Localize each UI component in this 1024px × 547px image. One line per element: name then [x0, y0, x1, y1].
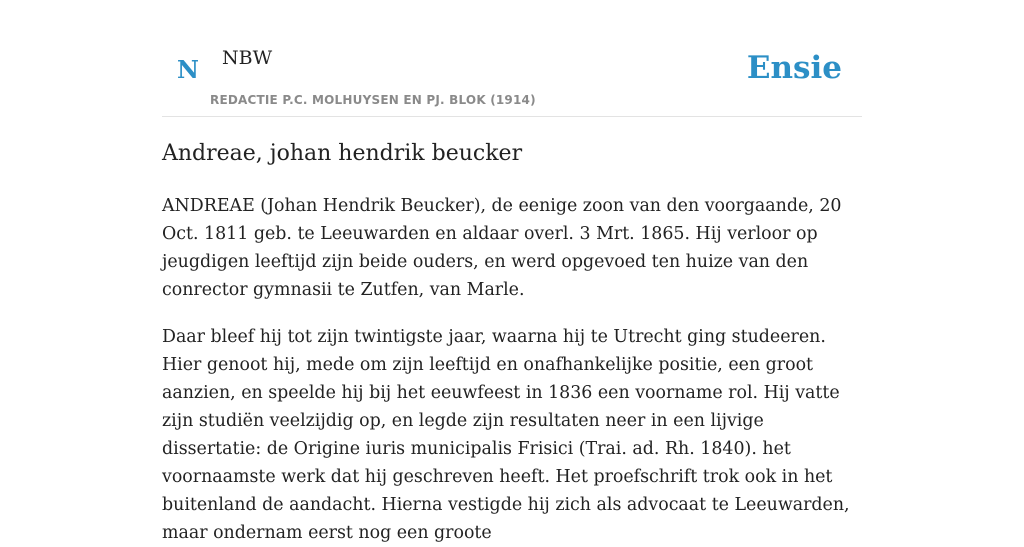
article-title: Andreae, johan hendrik beucker: [162, 141, 523, 166]
article: [162, 138, 862, 547]
brand-logo[interactable]: Ensie: [746, 50, 842, 86]
source-logo[interactable]: N: [177, 55, 199, 84]
header: [162, 0, 862, 117]
source-name[interactable]: NBW: [222, 47, 273, 69]
article-paragraph: ANDREAE (Johan Hendrik Beucker), de eenige zoon van den voorgaande, 20 Oct. 1811 geb. te Leeuwarden en aldaar overl. 3 Mrt. 1865. Hij verloor op jeugdigen leeftijd zijn beide ouders, en werd opgevoed ten huize van den conrector gymnasii te Zutfen, van Marle.: [162, 196, 842, 300]
source-subtitle: REDACTIE P.C. MOLHUYSEN EN PJ. BLOK (1914): [210, 93, 536, 107]
article-paragraph: Daar bleef hij tot zijn twintigste jaar, waarna hij te Utrecht ging studeeren. Hier genoot hij, mede om zijn leeftijd en onafhankelijke positie, een groot aanzien, en speelde hij bij het eeuwfeest in 1836 een voorname rol. Hij vatte zijn studiën veelzijdig op, en legde zijn resultaten neer in een lijvige dissertatie: de Origine iuris municipalis Frisici (Trai. ad. Rh. 1840). het voornaamste werk dat hij geschreven heeft. Het proefschrift trok ook in het buitenland de aandacht. Hierna vestigde hij zich als advocaat te Leeuwarden, maar ondernam eerst nog een groote: [162, 327, 850, 543]
